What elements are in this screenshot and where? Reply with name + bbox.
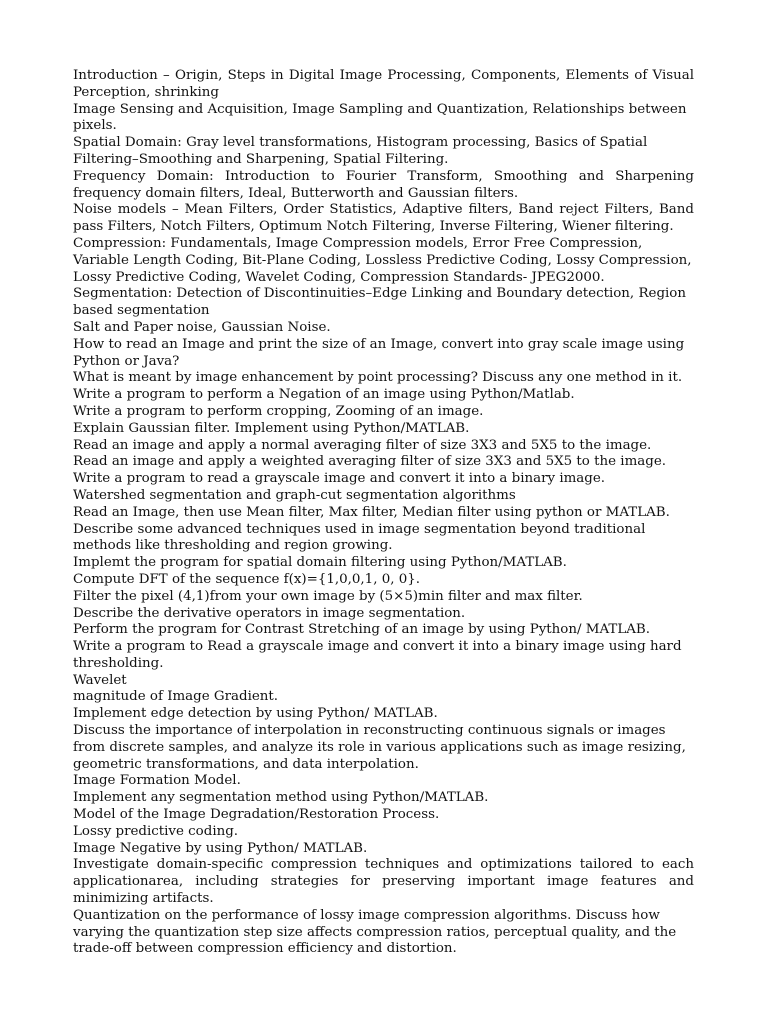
document-paragraph: magnitude of Image Gradient. — [73, 689, 279, 705]
document-paragraph: Wavelet — [73, 672, 127, 688]
document-paragraph: Explain Gaussian filter. Implement using Python/MATLAB. — [73, 420, 470, 436]
document-page — [73, 68, 694, 958]
document-paragraph: Compression: Fundamentals, Image Compression models, Error Free Compression, Variable Length Coding, Bit-Plane Coding, Lossless Predictive Coding, Lossy Compression, Lossy Predictive Coding, Wavelet Coding, Compression Standards- JPEG2000. — [73, 235, 692, 285]
document-paragraph: How to read an Image and print the size of an Image, convert into gray scale image using Python or Java? — [73, 336, 685, 369]
document-paragraph: Spatial Domain: Gray level transformations, Histogram processing, Basics of Spatial Filtering–Smoothing and Sharpening, Spatial Filtering. — [73, 135, 648, 167]
document-paragraph: Compute DFT of the sequence f(x)={1,0,0,1, 0, 0}. — [73, 571, 421, 587]
document-paragraph: Perform the program for Contrast Stretching of an image by using Python/ MATLAB. — [73, 622, 650, 638]
document-paragraph: Implement edge detection by using Python/ MATLAB. — [73, 706, 438, 722]
document-paragraph: Image Sensing and Acquisition, Image Sampling and Quantization, Relationships between pixels. — [73, 101, 687, 134]
document-paragraph: Read an Image, then use Mean filter, Max filter, Median filter using python or MATLAB. — [73, 504, 670, 520]
document-paragraph: Investigate domain-specific compression techniques and optimizations tailored to each applicationarea, including strategies for preserving important image features and minimizing artifacts. — [73, 857, 694, 907]
document-paragraph: Write a program to perform a Negation of an image using Python/Matlab. — [73, 387, 575, 403]
document-paragraph: Write a program to read a grayscale image and convert it into a binary image. — [73, 471, 606, 487]
document-paragraph: Describe some advanced techniques used in image segmentation beyond traditional methods like thresholding and region growing. — [73, 521, 646, 554]
document-paragraph: Model of the Image Degradation/Restoration Process. — [73, 807, 440, 823]
document-paragraph: Image Formation Model. — [73, 773, 241, 789]
document-paragraph: Noise models – Mean Filters, Order Statistics, Adaptive filters, Band reject Filters, Band pass Filters, Notch Filters, Optimum Notch Filtering, Inverse Filtering, Wiener filtering. — [73, 202, 694, 235]
document-paragraph: Salt and Paper noise, Gaussian Noise. — [73, 319, 331, 335]
document-paragraph: Frequency Domain: Introduction to Fourier Transform, Smoothing and Sharpening frequency domain filters, Ideal, Butterworth and Gaussian filters. — [73, 168, 694, 201]
document-paragraph: Segmentation: Detection of Discontinuities–Edge Linking and Boundary detection, Region based segmentation — [73, 286, 686, 319]
document-paragraph: Watershed segmentation and graph-cut segmentation algorithms — [73, 487, 516, 503]
document-paragraph: What is meant by image enhancement by point processing? Discuss any one method in it. — [73, 370, 683, 386]
document-paragraph: Write a program to Read a grayscale image and convert it into a binary image using hard thresholding. — [73, 639, 682, 671]
document-paragraph: Read an image and apply a weighted averaging filter of size 3X3 and 5X5 to the image. — [73, 454, 667, 470]
document-paragraph: Implemt the program for spatial domain filtering using Python/MATLAB. — [73, 555, 567, 571]
document-paragraph: Lossy predictive coding. — [73, 823, 239, 839]
document-paragraph: Quantization on the performance of lossy image compression algorithms. Discuss how varying the quantization step size affects compression ratios, perceptual quality, and the trade-off between compression efficiency and distortion. — [73, 907, 677, 957]
document-paragraph: Introduction – Origin, Steps in Digital Image Processing, Components, Elements of Visual Perception, shrinking — [73, 68, 694, 100]
document-paragraph: Discuss the importance of interpolation in reconstructing continuous signals or images from discrete samples, and analyze its role in various applications such as image resizing, geometric transformations, and data interpolation. — [73, 723, 686, 772]
document-paragraph: Write a program to perform cropping, Zooming of an image. — [73, 403, 484, 419]
document-paragraph: Read an image and apply a normal averaging filter of size 3X3 and 5X5 to the image. — [73, 437, 652, 453]
document-paragraph: Implement any segmentation method using Python/MATLAB. — [73, 790, 489, 806]
document-paragraph: Describe the derivative operators in image segmentation. — [73, 605, 466, 621]
document-paragraph: Image Negative by using Python/ MATLAB. — [73, 840, 368, 856]
document-paragraph: Filter the pixel (4,1)from your own image by (5×5)min filter and max filter. — [73, 588, 583, 604]
